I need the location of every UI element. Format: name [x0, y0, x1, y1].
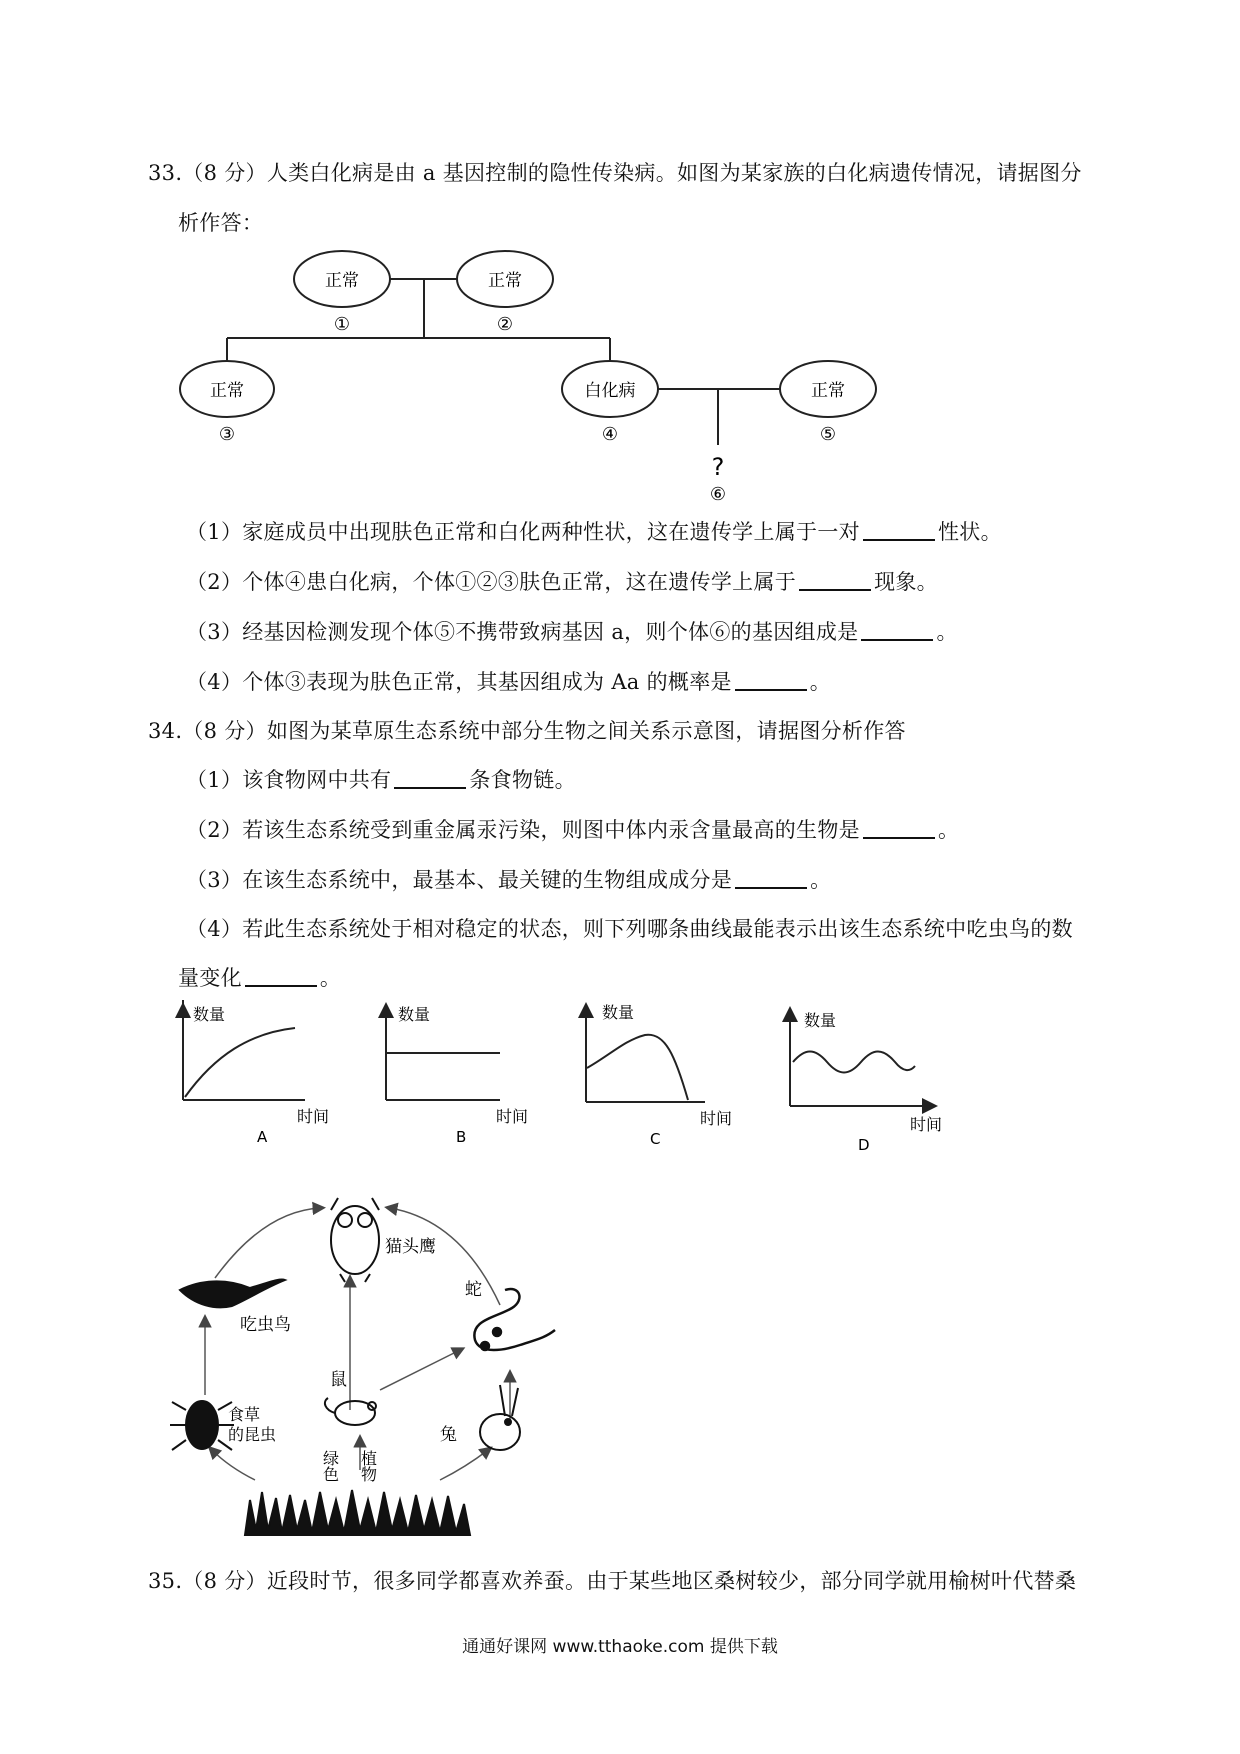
- q34-sub3-text: （3）在该生态系统中，最基本、最关键的生物组成成分是: [186, 868, 733, 892]
- q34-sub2: [186, 815, 959, 845]
- pedigree-label-2: 正常: [488, 271, 522, 291]
- label-rabbit: 兔: [440, 1425, 457, 1445]
- q33-sub3: [186, 617, 958, 647]
- q33-stem-line1: 33.（8 分）人类白化病是由 a 基因控制的隐性传染病。如图为某家族的白化病遗传情况，请据图分: [148, 161, 1082, 185]
- q33-sub1: [186, 517, 1002, 547]
- q33-sub4: [186, 667, 831, 697]
- q34-sub4-text: 量变化: [178, 966, 242, 990]
- graph-c-ylabel: 数量: [602, 1003, 635, 1022]
- q33-sub1-text: （1）家庭成员中出现肤色正常和白化两种性状，这在遗传学上属于一对: [186, 520, 860, 544]
- q34-sub1-text: （1）该食物网中共有: [186, 768, 392, 792]
- q34-sub1: [186, 765, 576, 795]
- mouse-icon: [325, 1398, 376, 1425]
- q34-sub4-line2: [178, 963, 341, 993]
- q34-sub2-end: 。: [937, 818, 960, 842]
- label-bird: 吃虫鸟: [240, 1315, 291, 1335]
- arrow-mouse-to-snake: [380, 1350, 460, 1390]
- curve-graphs: [0, 1000, 1240, 1160]
- answer-blank-q33-2[interactable]: [799, 569, 871, 591]
- label-plant-right: 植物: [358, 1450, 378, 1482]
- pedigree-label-6: ?: [711, 453, 725, 481]
- pedigree-num-6: ⑥: [709, 484, 727, 505]
- graph-c-letter: C: [650, 1130, 661, 1148]
- q34-sub4-end: 。: [319, 966, 342, 990]
- curve-d: [793, 1052, 915, 1073]
- answer-blank-q34-3[interactable]: [735, 867, 807, 889]
- graph-b-ylabel: 数量: [398, 1005, 431, 1024]
- snake-icon: [474, 1289, 555, 1350]
- q33-sub4-end: 。: [809, 670, 832, 694]
- q33-sub2-end: 现象。: [874, 570, 938, 594]
- label-mouse: 鼠: [330, 1370, 347, 1390]
- pedigree-num-5: ⑤: [819, 424, 837, 445]
- q33-sub2: [186, 567, 938, 597]
- pedigree-num-2: ②: [496, 314, 514, 335]
- graph-a-letter: A: [257, 1128, 268, 1146]
- answer-blank-q33-3[interactable]: [861, 619, 933, 641]
- graph-d-letter: D: [858, 1136, 870, 1154]
- q33-sub3-end: 。: [936, 620, 958, 644]
- arrow-plant-to-rabbit: [440, 1450, 488, 1480]
- arrow-bird-to-owl: [215, 1208, 320, 1278]
- pedigree-label-1: 正常: [325, 271, 359, 291]
- pedigree-num-4: ④: [601, 424, 619, 445]
- insect-icon: [170, 1401, 234, 1450]
- q33-sub1-end: 性状。: [937, 520, 1002, 544]
- q33-sub4-text: （4）个体③表现为肤色正常，其基因组成为 Aa 的概率是: [186, 670, 732, 694]
- pedigree-diagram: [0, 0, 1240, 520]
- q33-stem-line2: 析作答：: [178, 211, 264, 235]
- arrow-plant-to-insect: [212, 1450, 255, 1480]
- pedigree-num-3: ③: [218, 424, 236, 445]
- graph-d-ylabel: 数量: [804, 1011, 837, 1030]
- label-insect-line1: 食草: [228, 1405, 261, 1424]
- q35-stem: 35.（8 分）近段时节，很多同学都喜欢养蚕。由于某些地区桑树较少，部分同学就用榆树叶代替桑: [148, 1569, 1077, 1593]
- label-plant-left: 绿色: [320, 1450, 340, 1482]
- curve-c: [587, 1035, 688, 1100]
- q33-sub2-text: （2）个体④患白化病，个体①②③肤色正常，这在遗传学上属于: [186, 570, 797, 594]
- page-footer: 通通好课网 www.tthaoke.com 提供下载: [462, 1637, 778, 1657]
- q34-sub3-end: 。: [810, 868, 832, 892]
- answer-blank-q34-1[interactable]: [394, 767, 466, 789]
- graph-c-xlabel: 时间: [700, 1109, 733, 1128]
- grass-icon: [245, 1490, 470, 1535]
- food-web-diagram: [0, 1170, 1240, 1540]
- graph-b-xlabel: 时间: [496, 1107, 529, 1126]
- q34-stem: 34.（8 分）如图为某草原生态系统中部分生物之间关系示意图，请据图分析作答: [148, 719, 906, 743]
- graph-a-ylabel: 数量: [193, 1005, 226, 1024]
- rabbit-icon: [480, 1385, 520, 1450]
- answer-blank-q34-2[interactable]: [863, 817, 935, 839]
- graph-a-xlabel: 时间: [297, 1107, 330, 1126]
- curve-a: [185, 1028, 295, 1097]
- bird-icon: [180, 1279, 285, 1307]
- pedigree-label-5: 正常: [811, 381, 845, 401]
- q34-sub3: [186, 865, 831, 895]
- graph-d-xlabel: 时间: [910, 1115, 943, 1134]
- q34-sub2-text: （2）若该生态系统受到重金属汞污染，则图中体内汞含量最高的生物是: [186, 818, 860, 842]
- q34-sub4-line1: （4）若此生态系统处于相对稳定的状态，则下列哪条曲线最能表示出该生态系统中吃虫鸟的数: [186, 917, 1073, 941]
- graph-b-letter: B: [456, 1128, 467, 1146]
- q34-sub1-end: 条食物链。: [469, 768, 576, 792]
- answer-blank-q33-4[interactable]: [735, 669, 807, 691]
- q33-sub3-text: （3）经基因检测发现个体⑤不携带致病基因 a，则个体⑥的基因组成是: [186, 620, 859, 644]
- owl-icon: [331, 1198, 379, 1282]
- label-insect-line2: 的昆虫: [228, 1425, 277, 1444]
- answer-blank-q34-4[interactable]: [245, 965, 317, 987]
- pedigree-label-4: 白化病: [584, 381, 636, 401]
- label-owl: 猫头鹰: [385, 1237, 436, 1257]
- curve-graph-c: [586, 1010, 705, 1102]
- label-snake: 蛇: [465, 1280, 482, 1300]
- pedigree-label-3: 正常: [210, 381, 244, 401]
- answer-blank-q33-1[interactable]: [863, 519, 935, 541]
- pedigree-num-1: ①: [333, 314, 351, 335]
